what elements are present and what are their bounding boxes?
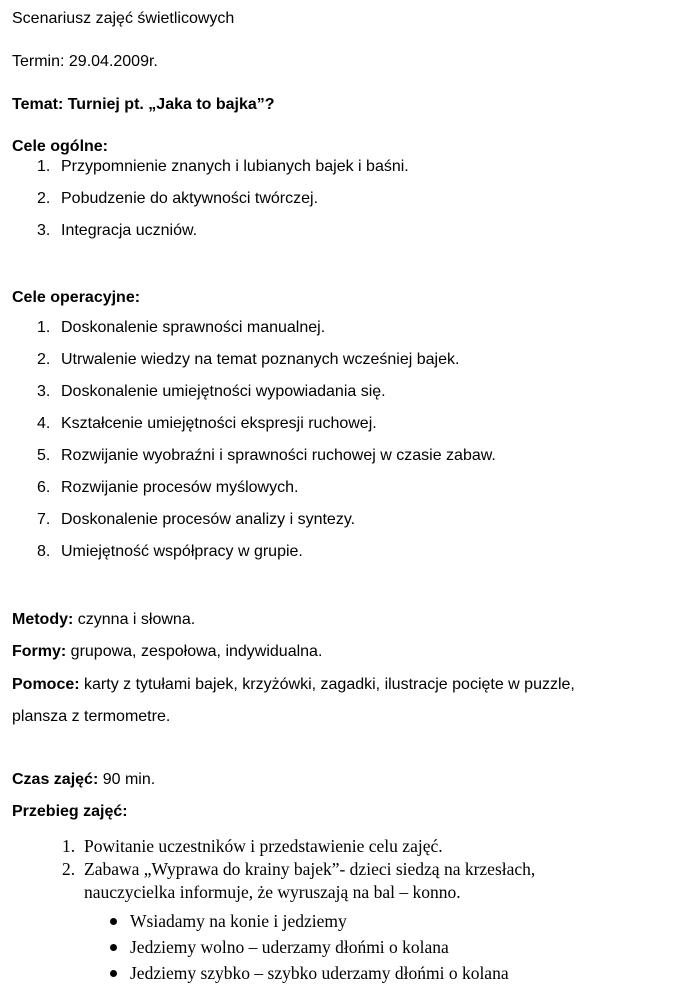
bullet-text: Jedziemy szybko – szybko uderzamy dłońmi o kolana (130, 963, 509, 983)
step-text: Zabawa „Wyprawa do krainy bajek”- dzieci siedzą na krzesłach, (84, 859, 536, 879)
list-number: 7. (37, 511, 51, 528)
methods-value: czynna i słowna. (73, 611, 196, 628)
list-text: Utrwalenie wiedzy na temat poznanych wcześniej bajek. (61, 351, 460, 368)
list-number: 3. (37, 383, 51, 400)
date-line: Termin: 29.04.2009r. (12, 53, 158, 70)
bullet-icon (110, 918, 117, 925)
list-number: 6. (37, 479, 51, 496)
step-number: 1. (62, 836, 76, 856)
step-text: Powitanie uczestników i przedstawienie celu zajęć. (84, 836, 443, 856)
aids-line (12, 675, 575, 695)
list-number: 2. (37, 190, 51, 207)
step-number: 2. (62, 859, 76, 879)
list-text: Przypomnienie znanych i lubianych bajek i baśni. (61, 158, 409, 175)
list-text: Doskonalenie sprawności manualnej. (61, 319, 326, 336)
list-text: Umiejętność współpracy w grupie. (61, 543, 303, 560)
list-text: Doskonalenie procesów analizy i syntezy. (61, 511, 356, 528)
forms-line (12, 642, 322, 662)
bullet-text: Wsiadamy na konie i jedziemy (130, 911, 347, 931)
list-number: 8. (37, 543, 51, 560)
duration-label: Czas zajęć: (12, 771, 99, 788)
list-text: Rozwijanie wyobraźni i sprawności ruchowej w czasie zabaw. (61, 447, 496, 464)
step-text-continuation: nauczycielka informuje, że wyruszają na bal – konno. (84, 882, 461, 902)
bullet-icon (110, 944, 117, 951)
duration-line (12, 770, 155, 790)
topic-line: Temat: Turniej pt. „Jaka to bajka”? (12, 96, 275, 113)
general-goals-heading: Cele ogólne: (12, 138, 109, 155)
list-number: 3. (37, 222, 51, 239)
list-text: Rozwijanie procesów myślowych. (61, 479, 299, 496)
aids-continuation: plansza z termometre. (12, 708, 171, 725)
methods-line (12, 610, 195, 630)
list-text: Doskonalenie umiejętności wypowiadania się. (61, 383, 386, 400)
aids-value: karty z tytułami bajek, krzyżówki, zagadki, ilustracje pocięte w puzzle, (79, 676, 575, 693)
forms-label: Formy: (12, 643, 67, 660)
list-number: 4. (37, 415, 51, 432)
forms-value: grupowa, zespołowa, indywidualna. (66, 643, 323, 660)
list-number: 2. (37, 351, 51, 368)
methods-label: Metody: (12, 611, 74, 628)
document-title: Scenariusz zajęć świetlicowych (12, 10, 235, 27)
duration-value: 90 min. (98, 771, 156, 788)
list-number: 1. (37, 158, 51, 175)
list-text: Kształcenie umiejętności ekspresji ruchowej. (61, 415, 377, 432)
list-number: 5. (37, 447, 51, 464)
aids-label: Pomoce: (12, 676, 80, 693)
bullet-icon (110, 970, 117, 977)
bullet-text: Jedziemy wolno – uderzamy dłońmi o kolana (130, 937, 449, 957)
list-text: Pobudzenie do aktywności twórczej. (61, 190, 319, 207)
list-number: 1. (37, 319, 51, 336)
list-text: Integracja uczniów. (61, 222, 198, 239)
procedure-heading: Przebieg zajęć: (12, 803, 128, 820)
operational-goals-heading: Cele operacyjne: (12, 289, 141, 306)
